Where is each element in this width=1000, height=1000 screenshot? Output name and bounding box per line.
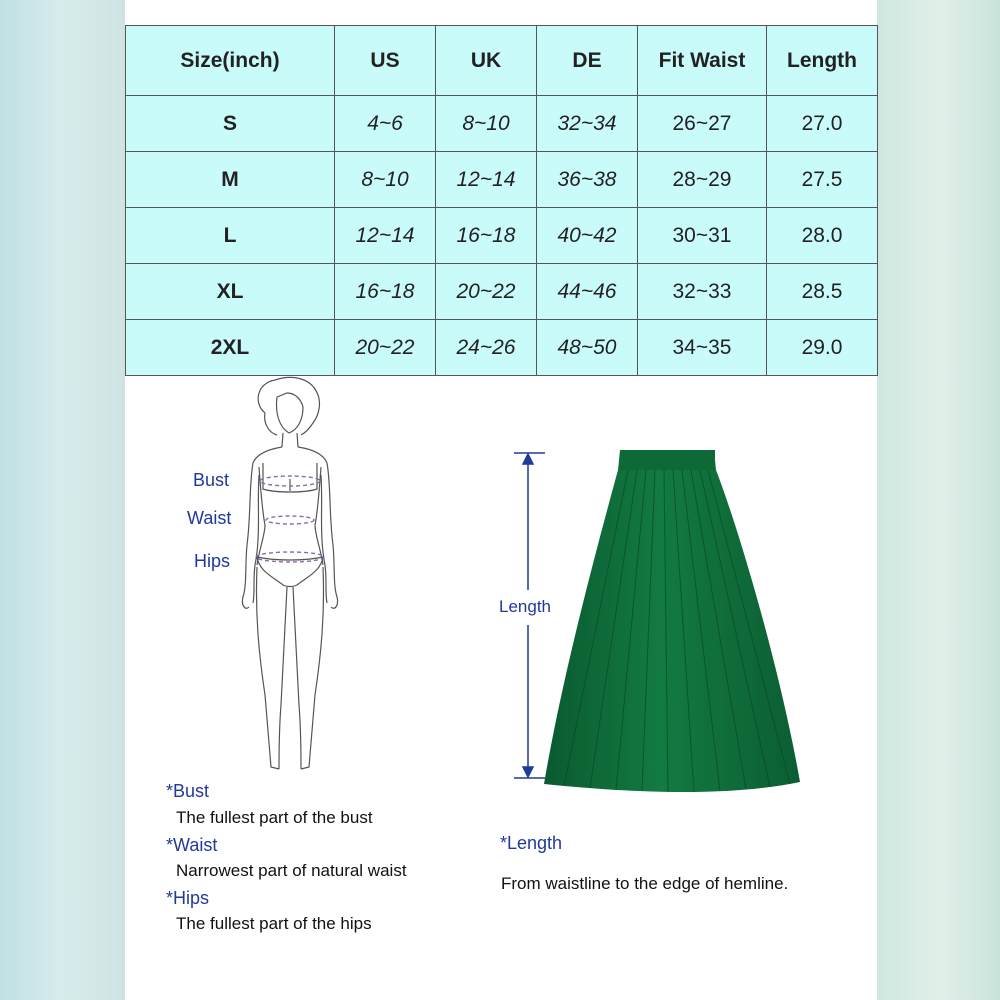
cell-de: 48~50: [537, 320, 638, 376]
cell-de: 36~38: [537, 152, 638, 208]
header-us: US: [335, 26, 436, 96]
table-row: [126, 208, 878, 264]
cell-fit-waist: 28~29: [638, 152, 767, 208]
size-chart-card: [125, 0, 877, 1000]
cell-length: 29.0: [767, 320, 878, 376]
header-size: Size(inch): [126, 26, 335, 96]
hips-note-title: *Hips: [166, 888, 210, 908]
cell-uk: 12~14: [436, 152, 537, 208]
bust-label: Bust: [193, 470, 230, 490]
cell-size: S: [126, 96, 335, 152]
cell-uk: 16~18: [436, 208, 537, 264]
cell-length: 28.0: [767, 208, 878, 264]
cell-size: M: [126, 152, 335, 208]
skirt-icon: [542, 448, 804, 798]
cell-length: 27.5: [767, 152, 878, 208]
table-row: [126, 264, 878, 320]
cell-fit-waist: 26~27: [638, 96, 767, 152]
header-length: Length: [767, 26, 878, 96]
cell-de: 40~42: [537, 208, 638, 264]
cell-uk: 8~10: [436, 96, 537, 152]
bust-note-title: *Bust: [166, 781, 210, 801]
header-de: DE: [537, 26, 638, 96]
cell-de: 44~46: [537, 264, 638, 320]
cell-length: 27.0: [767, 96, 878, 152]
cell-length: 28.5: [767, 264, 878, 320]
cell-uk: 24~26: [436, 320, 537, 376]
cell-fit-waist: 30~31: [638, 208, 767, 264]
hips-label: Hips: [194, 551, 231, 571]
header-fit-waist: Fit Waist: [638, 26, 767, 96]
table-header-row: [126, 26, 878, 96]
length-note-title: *Length: [500, 833, 563, 853]
bust-note-text: The fullest part of the bust: [176, 808, 373, 827]
cell-size: 2XL: [126, 320, 335, 376]
length-label: Length: [499, 597, 551, 616]
header-uk: UK: [436, 26, 537, 96]
table-row: [126, 320, 878, 376]
cell-us: 4~6: [335, 96, 436, 152]
cell-size: XL: [126, 264, 335, 320]
cell-de: 32~34: [537, 96, 638, 152]
cell-us: 8~10: [335, 152, 436, 208]
table-row: [126, 96, 878, 152]
cell-us: 12~14: [335, 208, 436, 264]
size-table: [125, 25, 878, 376]
body-figure-icon: [235, 375, 355, 780]
cell-size: L: [126, 208, 335, 264]
table-row: [126, 152, 878, 208]
length-note-text: From waistline to the edge of hemline.: [501, 874, 789, 893]
cell-us: 16~18: [335, 264, 436, 320]
cell-uk: 20~22: [436, 264, 537, 320]
cell-fit-waist: 34~35: [638, 320, 767, 376]
waist-note-title: *Waist: [166, 835, 218, 855]
waist-label: Waist: [187, 508, 232, 528]
hips-note-text: The fullest part of the hips: [176, 914, 372, 933]
cell-fit-waist: 32~33: [638, 264, 767, 320]
cell-us: 20~22: [335, 320, 436, 376]
waist-note-text: Narrowest part of natural waist: [176, 861, 407, 880]
